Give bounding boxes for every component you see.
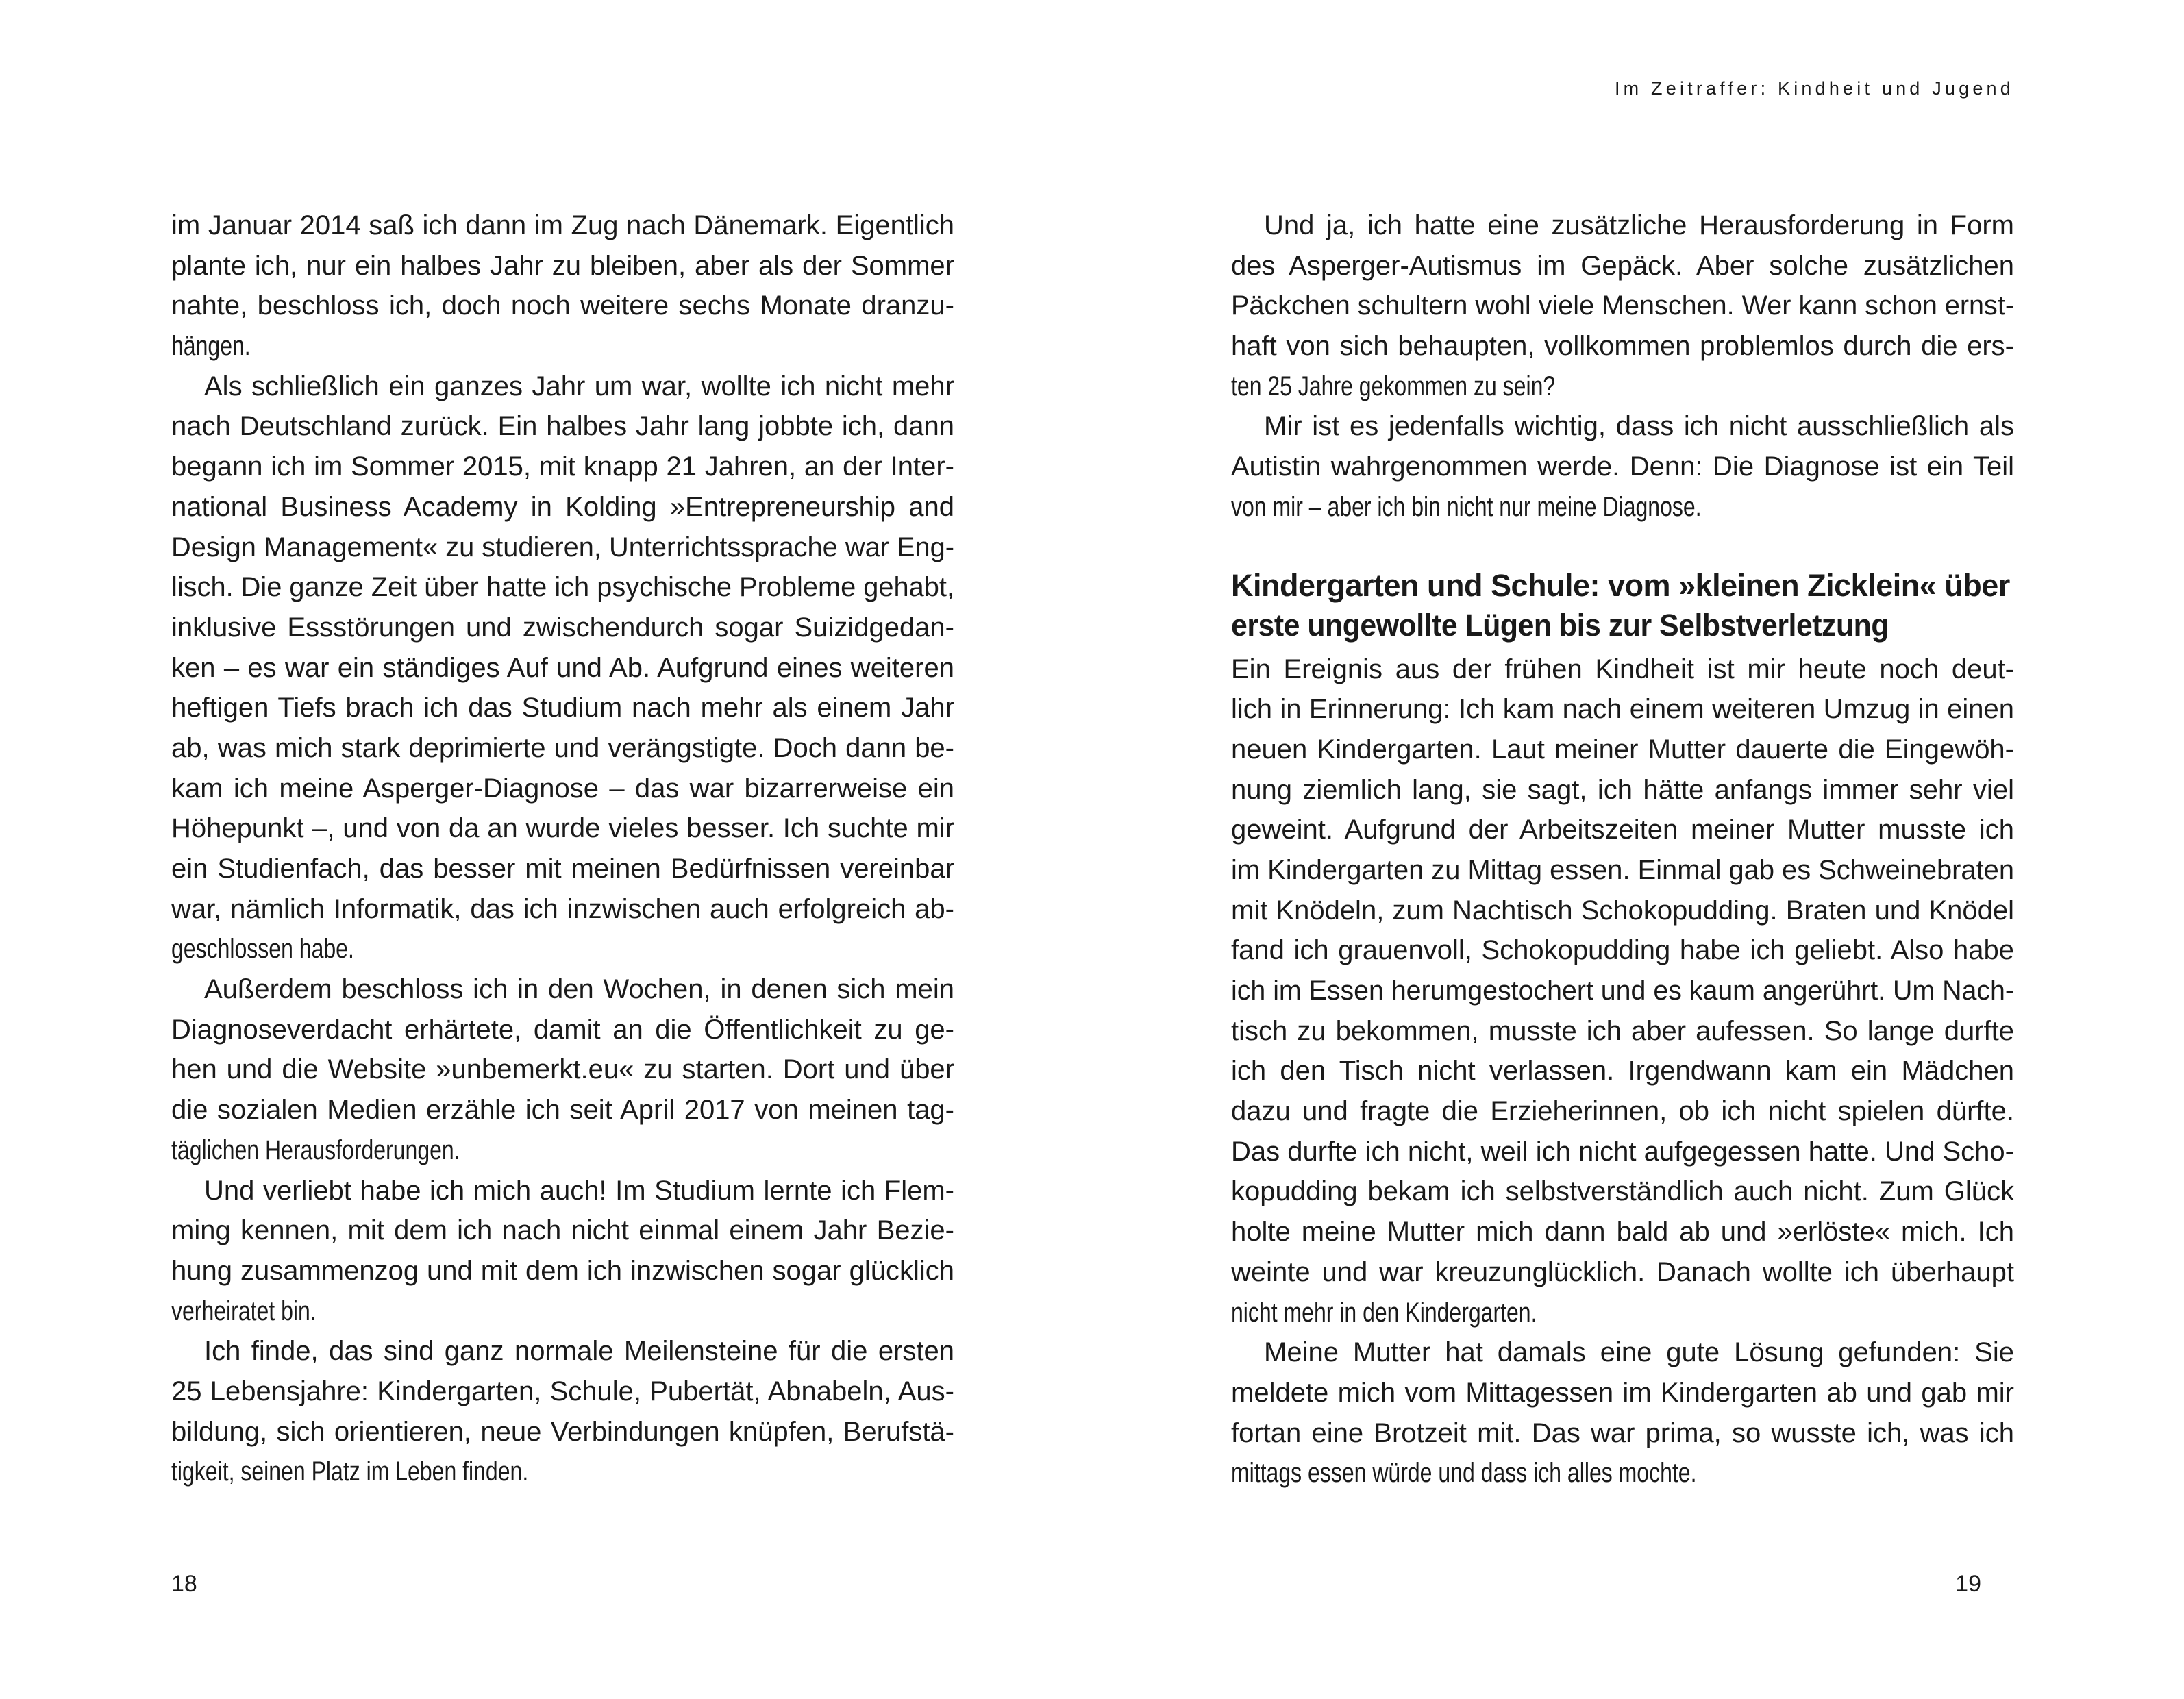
text-line [171,849,954,889]
text-line-content: holte meine Mutter mich dann bald ab und »erlöste« mich. Ich [1231,1217,2014,1248]
text-line [171,1452,954,1492]
text-line [171,206,954,246]
right-page-body-text [1231,206,2014,1493]
text-line-content: täglichen Herausforderungen. [171,1134,460,1165]
text-line-content: hängen. [171,331,251,362]
text-line-content: Und ja, ich hatte eine zusätzliche Herausforderung in Form [1264,210,2014,240]
text-line-content: Höhepunkt –, und von da an wurde vieles besser. Ich suchte mir [171,813,954,844]
text-line-content: bildung, sich orientieren, neue Verbindungen knüpfen, Berufstä- [171,1416,954,1447]
text-line [1231,1373,2014,1413]
text-line [1231,1171,2014,1212]
page-number-right: 19 [1955,1571,1981,1597]
text-line-content: Autistin wahrgenommen werde. Denn: Die Diagnose ist ein Teil [1231,451,2014,482]
text-line-content: fortan eine Brotzeit mit. Das war prima, so wusste ich, was ich [1231,1417,2014,1448]
right-page-section-paragraphs [1231,649,2014,1493]
text-line-content: ming kennen, mit dem ich nach nicht einmal einem Jahr Bezie- [171,1215,954,1246]
text-line [1231,246,2014,286]
text-line-content: mittags essen würde und dass ich alles mochte. [1231,1458,1697,1489]
text-line-content: verheiratet bin. [171,1295,317,1326]
text-line-content: mit Knödeln, zum Nachtisch Schokopudding. Braten und Knödel [1231,895,2014,926]
text-line [171,1130,954,1171]
text-line [171,769,954,809]
text-line-content: kam ich meine Asperger-Diagnose – das war bizarrerweise ein [171,773,954,804]
text-line-content: geschlossen habe. [171,934,354,965]
text-line-content: hung zusammenzog und mit dem ich inzwischen sogar glücklich [171,1255,954,1286]
text-line [1231,1051,2014,1091]
text-line [1231,487,2014,528]
text-line [1231,810,2014,850]
text-line-content: nahte, beschloss ich, doch noch weitere sechs Monate dranzu- [171,290,954,321]
text-line-content: nicht mehr in den Kindergarten. [1231,1297,1537,1328]
text-line [1231,1212,2014,1252]
text-line [1231,971,2014,1011]
text-line-content: war, nämlich Informatik, das ich inzwischen auch erfolgreich ab- [171,893,954,924]
text-line [1231,1332,2014,1373]
text-line [171,528,954,568]
text-line-content: des Asperger-Autismus im Gepäck. Aber solche zusätzlichen [1231,250,2014,281]
text-line-content: fand ich grauenvoll, Schokopudding habe ich geliebt. Also habe [1231,935,2014,966]
text-line-content: Design Management« zu studieren, Unterrichtssprache war Eng- [171,532,954,562]
text-line [1231,1413,2014,1454]
text-line [1231,850,2014,891]
text-line [171,808,954,849]
text-line-content: Als schließlich ein ganzes Jahr um war, wollte ich nicht mehr [204,371,954,401]
text-line-content: weinte und war kreuzunglücklich. Danach wollte ich überhaupt [1231,1256,2014,1287]
text-line [1231,1011,2014,1052]
text-line-content: Diagnoseverdacht erhärtete, damit an die Öffentlichkeit zu ge- [171,1014,954,1045]
section-heading-line-1: Kindergarten und Schule: vom »kleinen Zicklein« über [1231,567,2010,603]
text-line-content: neuen Kindergarten. Laut meiner Mutter dauerte die Eingewöh- [1231,734,2014,765]
text-line [1231,1293,2014,1333]
text-line-content: von mir – aber ich bin nicht nur meine Diagnose. [1231,491,1702,522]
text-line-content: geweint. Aufgrund der Arbeitszeiten meiner Mutter musste ich [1231,815,2014,845]
text-line-content: im Januar 2014 saß ich dann im Zug nach Dänemark. Eigentlich [171,210,954,240]
text-line [1231,1252,2014,1293]
text-line-content: Päckchen schultern wohl viele Menschen. Wer kann schon ernst- [1231,290,2014,321]
text-line-content: tisch zu bekommen, musste ich aber aufessen. So lange durfte [1231,1015,2014,1046]
right-page-intro-paragraphs [1231,206,2014,528]
text-line [1231,447,2014,487]
text-line [1231,286,2014,326]
text-line [171,1412,954,1452]
text-line [1231,770,2014,810]
right-page [1092,0,2184,1699]
text-line [1231,326,2014,367]
text-line-content: ab, was mich stark deprimierte und verängstigte. Doch dann be- [171,732,954,763]
text-line-content: nach Deutschland zurück. Ein halbes Jahr lang jobbte ich, dann [171,411,954,442]
text-line-content: Ich finde, das sind ganz normale Meilensteine für die ersten [204,1336,954,1367]
text-line [1231,689,2014,730]
text-line [1231,649,2014,690]
text-line [171,608,954,648]
text-line [1231,206,2014,246]
text-line-content: ken – es war ein ständiges Auf und Ab. Aufgrund eines weiteren [171,652,954,683]
text-line-content: plante ich, nur ein halbes Jahr zu bleiben, aber als der Sommer [171,250,954,281]
text-line [171,1251,954,1291]
text-line-content: lich in Erinnerung: Ich kam nach einem weiteren Umzug in einen [1231,694,2014,725]
text-line [1231,406,2014,447]
text-line-content: ten 25 Jahre gekommen zu sein? [1231,371,1556,401]
text-line [171,367,954,407]
text-line-content: Meine Mutter hat damals eine gute Lösung gefunden: Sie [1264,1337,2014,1368]
text-line-content: hen und die Website »unbemerkt.eu« zu starten. Dort und über [171,1054,954,1085]
text-line-content: Und verliebt habe ich mich auch! Im Studium lernte ich Flem- [204,1175,954,1206]
text-line-content: Ein Ereignis aus der frühen Kindheit ist mir heute noch deut- [1231,654,2014,684]
text-line [171,447,954,487]
text-line [1231,730,2014,770]
text-line-content: 25 Lebensjahre: Kindergarten, Schule, Pubertät, Abnabeln, Aus- [171,1376,954,1406]
text-line-content: heftigen Tiefs brach ich das Studium nach mehr als einem Jahr [171,693,954,723]
text-line-content: die sozialen Medien erzähle ich seit April 2017 von meinen tag- [171,1095,954,1126]
text-line-content: Das durfte ich nicht, weil ich nicht aufgegessen hatte. Und Scho- [1231,1136,2014,1167]
text-line [171,567,954,608]
text-line [171,889,954,930]
left-page-body-text [171,206,954,1492]
text-line [171,246,954,286]
text-line-content: kopudding bekam ich selbstverständlich auch nicht. Zum Glück [1231,1176,2014,1207]
text-line-content: Mir ist es jedenfalls wichtig, dass ich nicht ausschließlich als [1264,411,2014,442]
text-line [1231,1453,2014,1493]
text-line [1231,891,2014,931]
text-line [1231,367,2014,407]
text-line-content: national Business Academy in Kolding »Entrepreneurship and [171,491,954,522]
text-line-content: dazu und fragte die Erzieherinnen, ob ich nicht spielen dürfte. [1231,1096,2014,1127]
page-number-left: 18 [171,1571,197,1597]
text-line [1231,930,2014,971]
text-line [171,286,954,326]
running-head: Im Zeitraffer: Kindheit und Jugend [1614,78,2014,99]
text-line [171,1291,954,1332]
text-line [171,1331,954,1372]
text-line [171,969,954,1010]
text-line-content: tigkeit, seinen Platz im Leben finden. [171,1456,529,1487]
text-line [1231,1132,2014,1172]
text-line [171,648,954,689]
text-line [171,406,954,447]
text-line [171,728,954,769]
text-line [171,326,954,367]
text-line-content: Außerdem beschloss ich in den Wochen, in denen sich mein [204,974,954,1005]
text-line [1231,1091,2014,1132]
text-line-content: begann ich im Sommer 2015, mit knapp 21 Jahren, an der Inter- [171,451,954,482]
text-line-content: inklusive Essstörungen und zwischendurch sogar Suizidgedan- [171,612,954,643]
text-line [171,1090,954,1130]
text-line-content: ich im Essen herumgestochert und es kaum angerührt. Um Nach- [1231,976,2014,1006]
text-line-content: ich den Tisch nicht verlassen. Irgendwann kam ein Mädchen [1231,1056,2014,1087]
text-line-content: lisch. Die ganze Zeit über hatte ich psychische Probleme gehabt, [171,572,954,603]
text-line [171,1372,954,1412]
text-line [171,1171,954,1211]
text-line-content: meldete mich vom Mittagessen im Kindergarten ab und gab mir [1231,1377,2014,1408]
text-line [171,1211,954,1251]
text-line [171,929,954,969]
text-line-content: haft von sich behaupten, vollkommen problemlos durch die ers- [1231,331,2014,362]
section-heading-line-2: erste ungewollte Lügen bis zur Selbstverletzung [1231,607,1889,643]
text-line-content: nung ziemlich lang, sie sagt, ich hätte anfangs immer sehr viel [1231,774,2014,805]
text-line [171,1050,954,1090]
text-line-content: im Kindergarten zu Mittag essen. Einmal gab es Schweinebraten [1231,854,2014,885]
text-line [171,1010,954,1050]
text-line [171,688,954,728]
text-line [171,487,954,528]
text-line-content: ein Studienfach, das besser mit meinen Bedürfnissen vereinbar [171,854,954,884]
section-heading [1231,566,2014,645]
